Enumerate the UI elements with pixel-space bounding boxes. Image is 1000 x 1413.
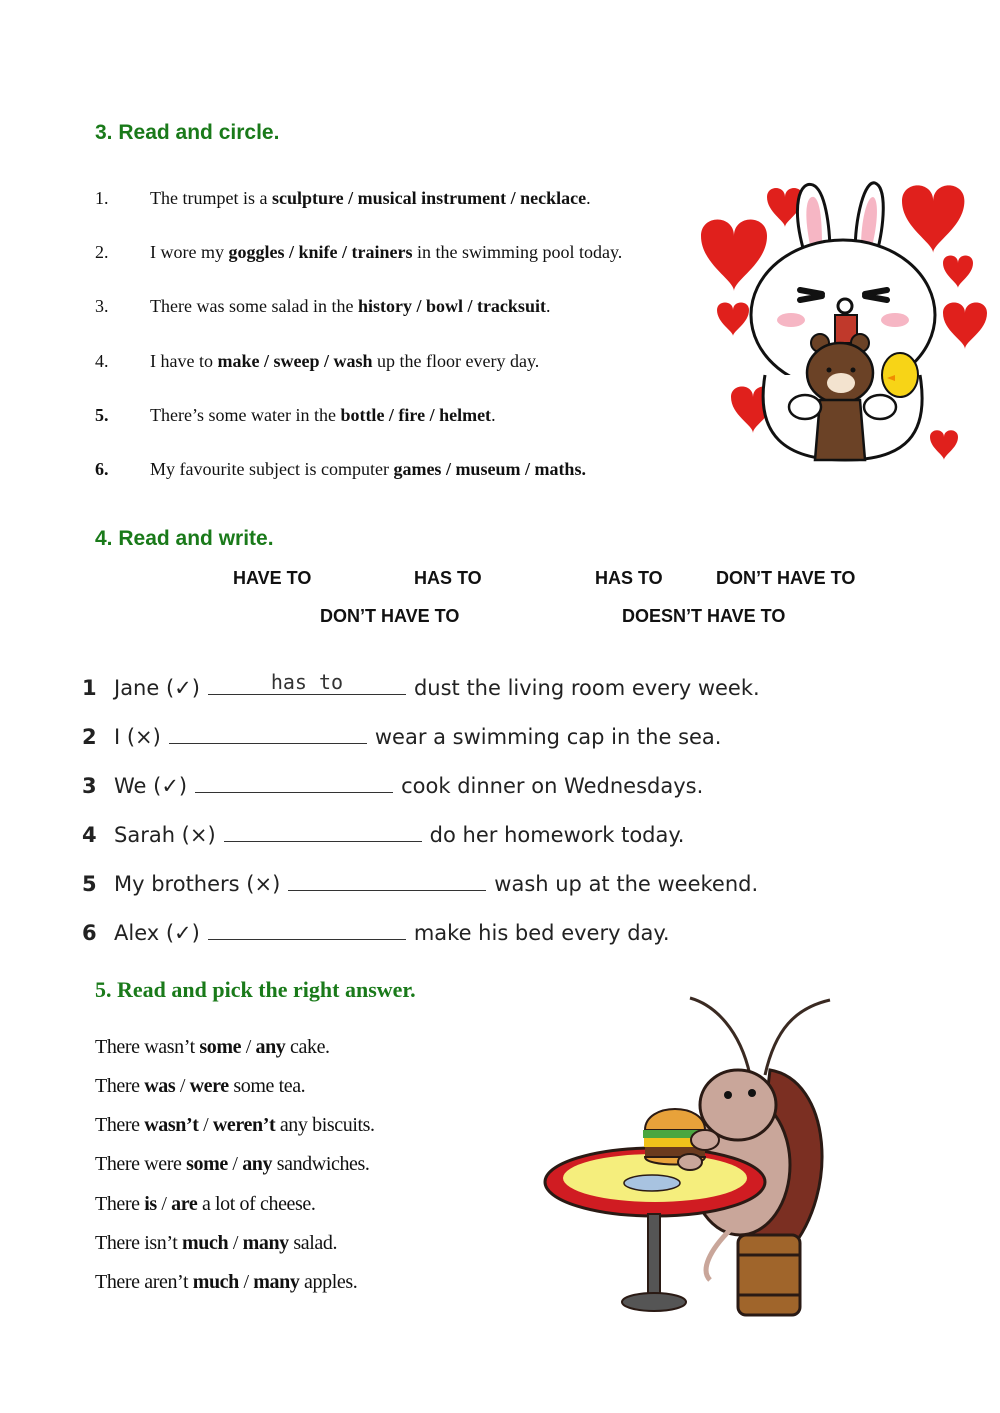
item-text: / (241, 1036, 256, 1058)
item-number: 2. (95, 242, 109, 262)
item-text: salad. (288, 1232, 338, 1254)
cockroach-eating-burger-icon (540, 990, 840, 1320)
choice-option[interactable]: is (144, 1193, 157, 1215)
item-text: There wasn’t (95, 1036, 200, 1058)
item-number: 3 (82, 774, 97, 798)
item-choices[interactable]: history / bowl / tracksuit (357, 296, 546, 316)
choice-option[interactable]: was (144, 1075, 176, 1097)
item-text: There (95, 1075, 145, 1097)
choice-option[interactable]: any (242, 1153, 273, 1175)
word-bank-item: DON’T HAVE TO (320, 606, 460, 626)
circle-item-2 (95, 242, 622, 263)
section-3-title: 3. Read and circle. (95, 121, 280, 144)
item-text: There (95, 1193, 145, 1215)
answer-blank[interactable] (195, 768, 393, 793)
item-number: 4 (82, 823, 97, 847)
section-5-title: 5. Read and pick the right answer. (95, 977, 416, 1002)
item-number: 5 (82, 872, 97, 896)
item-text: The trumpet is a (150, 188, 272, 208)
answer-blank[interactable] (208, 915, 406, 940)
choice-option[interactable]: some (186, 1153, 228, 1175)
circle-item-1 (95, 188, 591, 209)
item-text: There isn’t (95, 1232, 183, 1254)
item-text: some tea. (228, 1075, 306, 1097)
item-text: I wore my (150, 242, 229, 262)
circle-item-5 (95, 405, 496, 426)
item-text: . (491, 405, 496, 425)
item-text: make his bed every day. (413, 921, 670, 945)
write-item-1 (82, 670, 760, 700)
answer-blank[interactable] (169, 719, 367, 744)
item-number: 1 (82, 676, 97, 700)
bunny-with-hearts-icon (695, 175, 995, 470)
item-text: in the swimming pool today. (412, 242, 623, 262)
item-text: My favourite subject is computer (150, 459, 394, 479)
word-bank-item: DON’T HAVE TO (716, 568, 856, 588)
choice-option[interactable]: much (182, 1232, 229, 1254)
choice-option[interactable]: are (171, 1193, 198, 1215)
item-choices[interactable]: sculpture / musical instrument / necklace (271, 188, 587, 208)
item-number: 2 (82, 725, 97, 749)
answer-blank[interactable] (208, 670, 406, 695)
answer-text: has to (270, 670, 344, 694)
item-text: apples. (299, 1271, 358, 1293)
item-text: wear a swimming cap in the sea. (374, 725, 722, 749)
item-text: / (238, 1271, 254, 1293)
item-text: / (198, 1114, 213, 1136)
item-text: any biscuits. (275, 1114, 375, 1136)
item-text: . (545, 296, 551, 316)
write-item-3 (82, 768, 703, 798)
item-text: / (228, 1232, 243, 1254)
item-text: I have to (150, 351, 218, 371)
choice-option[interactable]: weren’t (212, 1114, 276, 1136)
item-number: 5. (95, 405, 109, 425)
item-number: 1. (95, 188, 109, 208)
circle-item-6 (95, 459, 586, 480)
choice-option[interactable]: were (189, 1075, 229, 1097)
item-text: a lot of cheese. (197, 1193, 316, 1215)
circle-item-3 (95, 296, 550, 317)
item-text: There (95, 1114, 145, 1136)
item-subject: Jane (✓) (114, 676, 200, 700)
write-item-6 (82, 915, 670, 945)
item-text: There’s some water in the (150, 405, 341, 425)
pick-item-7 (95, 1271, 357, 1294)
item-text: There were (95, 1153, 187, 1175)
pick-item-3 (95, 1114, 375, 1137)
item-text: There was some salad in the (150, 296, 358, 316)
item-subject: Alex (✓) (114, 921, 200, 945)
item-text: cook dinner on Wednesdays. (401, 774, 704, 798)
item-text: . (586, 188, 591, 208)
item-subject: Sarah (×) (114, 823, 216, 847)
item-text: / (227, 1153, 243, 1175)
pick-item-4 (95, 1153, 370, 1176)
item-subject: We (✓) (114, 774, 188, 798)
answer-blank[interactable] (288, 866, 486, 891)
section-4-title: 4. Read and write. (95, 527, 274, 550)
item-text: There aren’t (95, 1271, 193, 1293)
word-bank-item: DOESN’T HAVE TO (622, 606, 786, 626)
item-text: cake. (285, 1036, 330, 1058)
choice-option[interactable]: some (199, 1036, 242, 1058)
pick-item-6 (95, 1232, 337, 1255)
item-subject: I (×) (114, 725, 161, 749)
item-text: dust the living room every week. (413, 676, 760, 700)
write-item-5 (82, 866, 758, 896)
word-bank-item: HAS TO (414, 568, 482, 588)
word-bank-item: HAS TO (595, 568, 663, 588)
choice-option[interactable]: much (192, 1271, 239, 1293)
choice-option[interactable]: many (253, 1271, 300, 1293)
item-text: sandwiches. (272, 1153, 370, 1175)
item-number: 6. (95, 459, 109, 479)
item-subject: My brothers (×) (114, 872, 281, 896)
word-bank-item: HAVE TO (233, 568, 312, 588)
item-choices[interactable]: bottle / fire / helmet (340, 405, 492, 425)
choice-option[interactable]: wasn’t (144, 1114, 199, 1136)
write-item-2 (82, 719, 721, 749)
circle-item-4 (95, 351, 539, 372)
item-text: / (156, 1193, 172, 1215)
pick-item-1 (95, 1036, 330, 1059)
item-text: up the floor every day. (372, 351, 540, 371)
item-choices[interactable]: make / sweep / wash (217, 351, 373, 371)
item-number: 4. (95, 351, 109, 371)
item-number: 6 (82, 921, 97, 945)
choice-option[interactable]: any (255, 1036, 286, 1058)
write-item-4 (82, 817, 684, 847)
item-text: do her homework today. (429, 823, 685, 847)
item-text: wash up at the weekend. (494, 872, 759, 896)
item-number: 3. (95, 296, 109, 316)
item-text: / (175, 1075, 190, 1097)
answer-blank[interactable] (224, 817, 422, 842)
pick-item-5 (95, 1193, 316, 1216)
item-choices[interactable]: games / museum / maths. (393, 459, 586, 479)
pick-item-2 (95, 1075, 305, 1098)
choice-option[interactable]: many (242, 1232, 289, 1254)
item-choices[interactable]: goggles / knife / trainers (228, 242, 413, 262)
